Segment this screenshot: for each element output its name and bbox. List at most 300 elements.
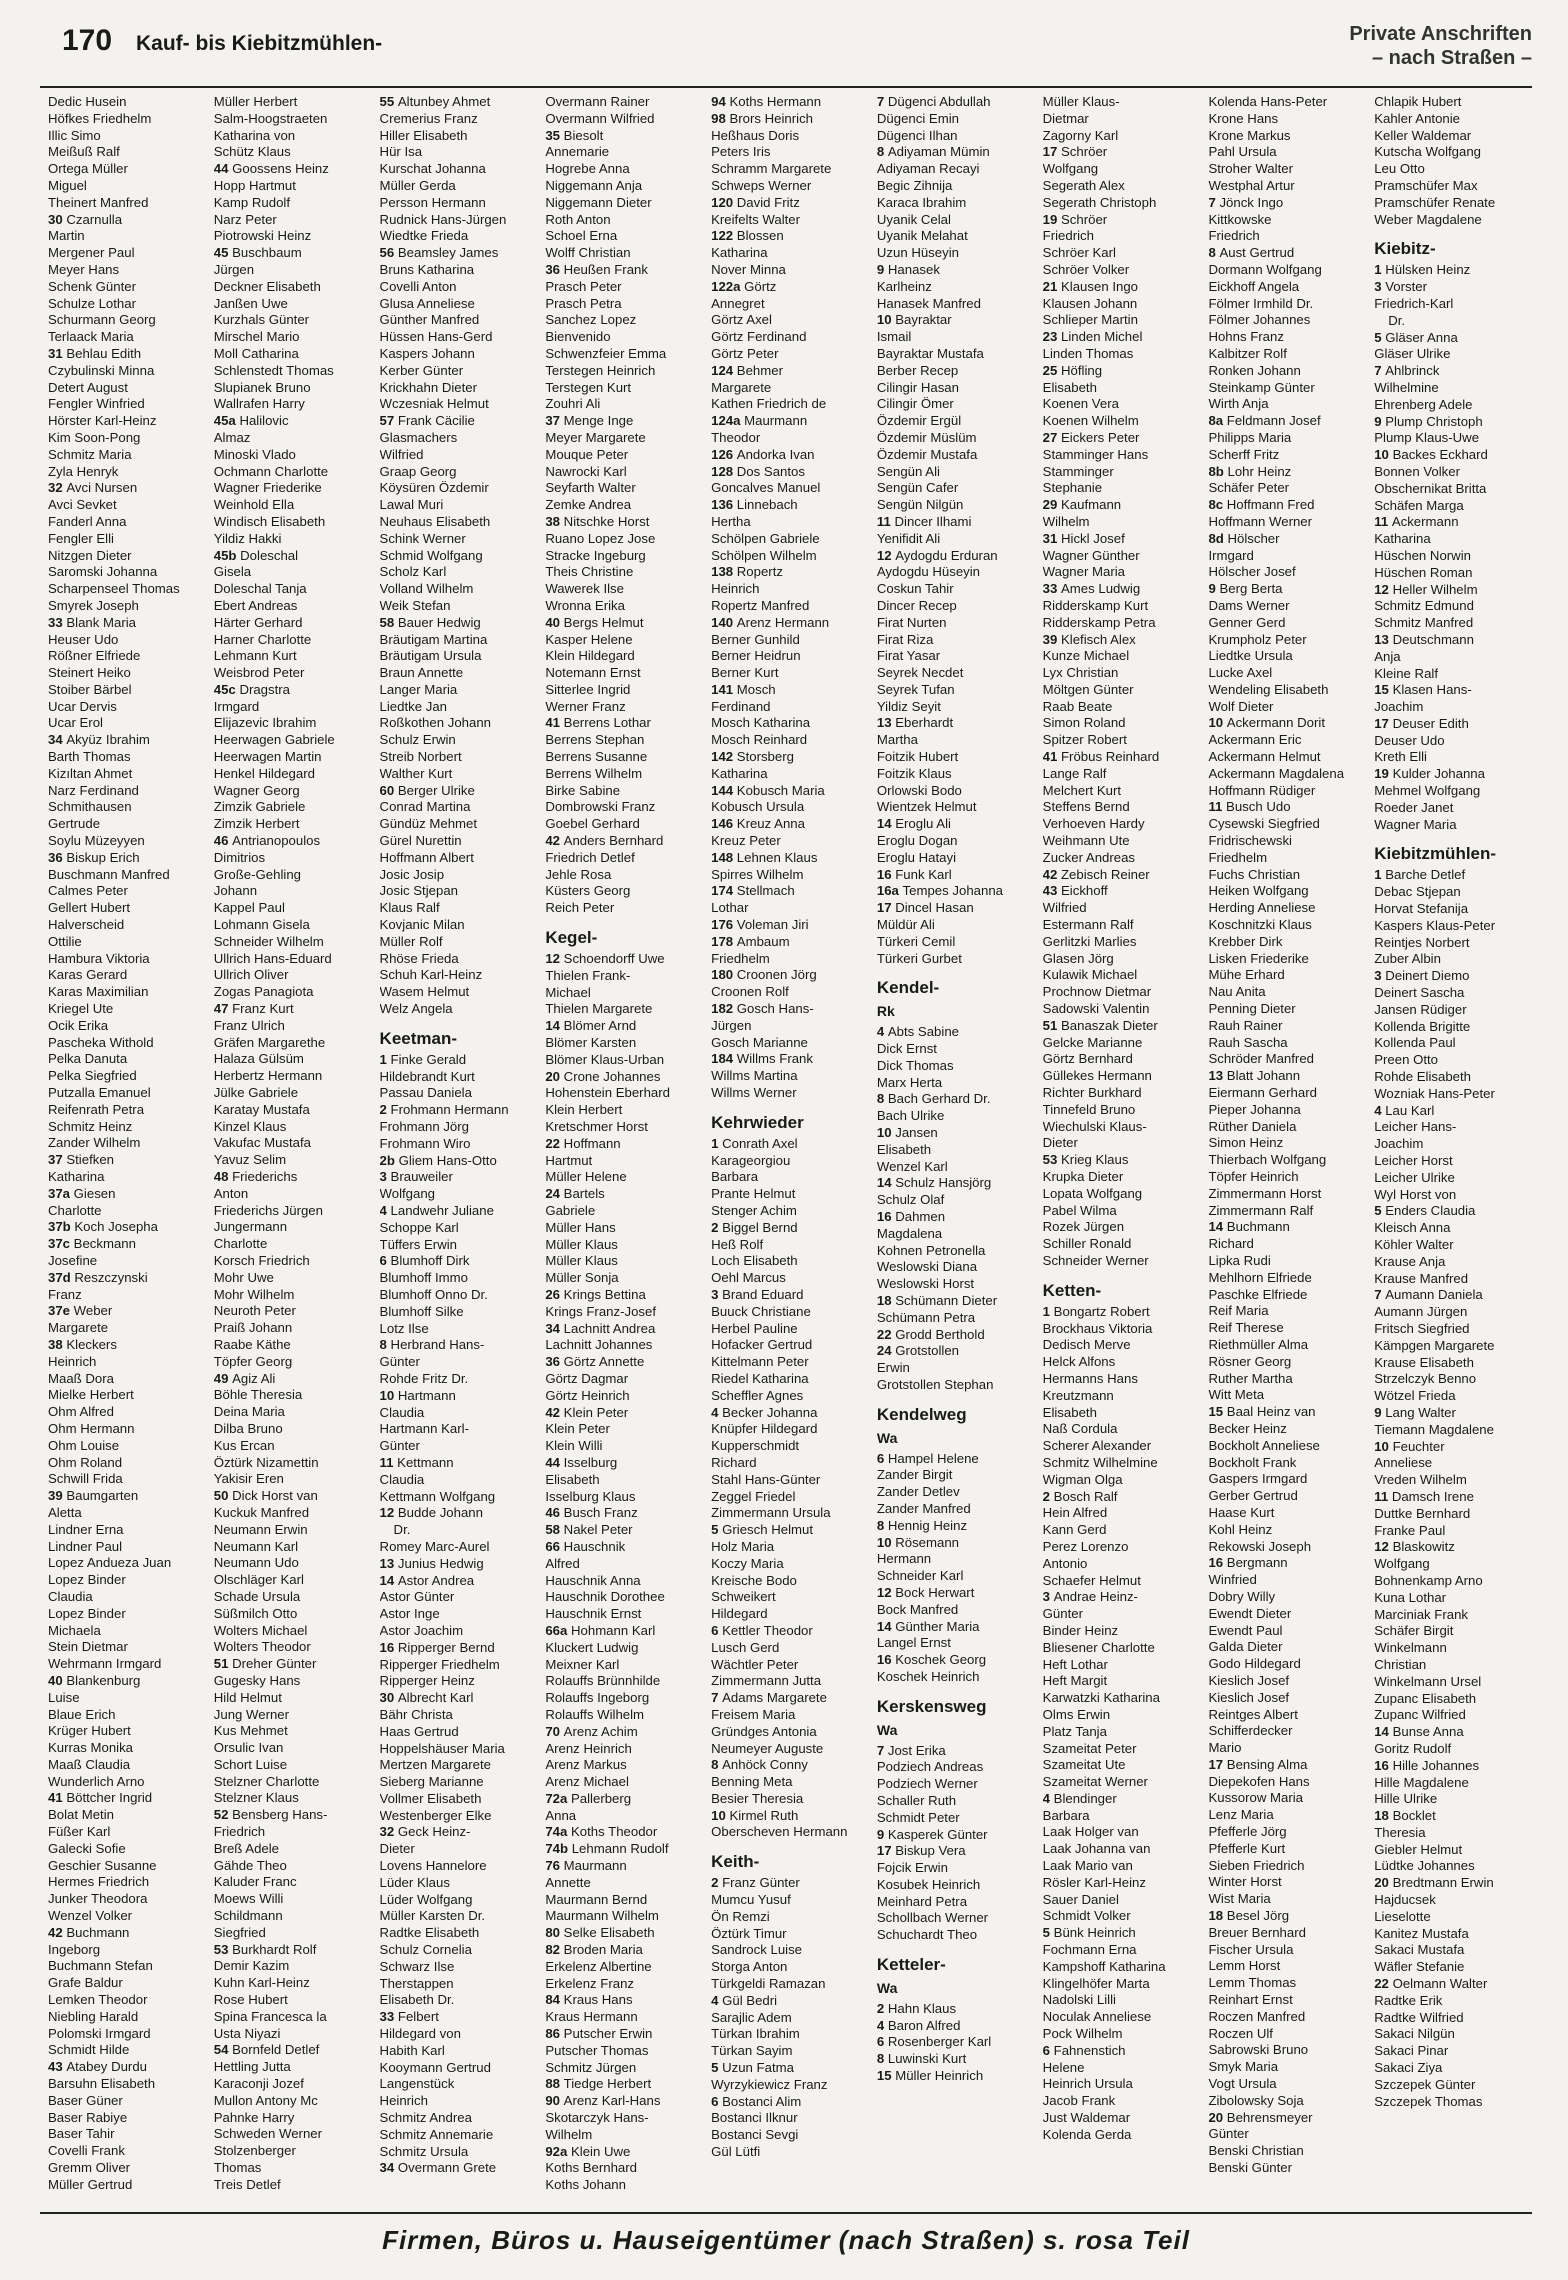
resident-entry: [1374, 783, 1532, 800]
resident-name: Bauer Hedwig: [397, 614, 481, 630]
resident-entry: [545, 598, 703, 615]
house-number: 6: [711, 2093, 723, 2109]
resident-entry: [1043, 615, 1201, 632]
resident-name: Kettmann Wolfgang: [379, 1488, 496, 1504]
resident-entry: [380, 514, 538, 531]
house-number: 4: [1042, 1790, 1054, 1806]
resident-entry: [711, 783, 869, 800]
resident-entry: [1208, 128, 1366, 145]
resident-name: Barbara: [1042, 1807, 1090, 1823]
resident-name: Bach Gerhard Dr.: [887, 1091, 991, 1107]
resident-name: Plump Christoph: [1385, 413, 1483, 429]
resident-name: Wagner Günther: [1042, 547, 1140, 563]
resident-entry: [1043, 632, 1201, 649]
resident-entry: [214, 1589, 372, 1606]
resident-entry: [711, 2060, 869, 2077]
resident-name: Kampshoff Katharina: [1042, 1958, 1166, 1974]
resident-name: Kohl Heinz: [1208, 1521, 1273, 1537]
resident-entry: [1208, 1303, 1366, 1320]
resident-name: Friederichs Jürgen: [213, 1202, 323, 1218]
resident-entry: [1043, 1589, 1201, 1606]
resident-entry: [1374, 1607, 1532, 1624]
resident-name: Cilingir Ömer: [876, 396, 954, 412]
resident-name: Cysewski Siegfried: [1208, 816, 1320, 832]
resident-name: Crone Johannes: [563, 1068, 661, 1084]
resident-name: Rolauffs Brünnhilde: [545, 1673, 661, 1689]
resident-name: Biesolt: [563, 127, 604, 143]
resident-entry: [214, 514, 372, 531]
resident-entry: [1374, 935, 1532, 952]
resident-entry: [545, 111, 703, 128]
resident-name: Braun Annette: [379, 665, 464, 681]
resident-entry: [711, 1337, 869, 1354]
resident-entry: [48, 1270, 206, 1287]
resident-entry: [545, 279, 703, 296]
resident-name: Wächtler Peter: [711, 1656, 799, 1672]
resident-entry: [48, 2177, 206, 2194]
resident-name: Lüder Wolfgang: [379, 1891, 473, 1907]
resident-name: Hülsken Heinz: [1385, 262, 1471, 278]
resident-entry: [1208, 1219, 1366, 1236]
resident-entry: [545, 1539, 703, 1556]
resident-entry: [1043, 1942, 1201, 1959]
resident-entry: [1043, 1959, 1201, 1976]
house-number: 6: [379, 1253, 391, 1269]
resident-name: Knüpfer Hildegard: [711, 1421, 818, 1437]
resident-entry: [48, 665, 206, 682]
house-number: 124: [711, 362, 737, 378]
resident-name: Dimitrios: [213, 849, 266, 865]
resident-entry: [545, 2026, 703, 2043]
house-number: 74a: [545, 1824, 571, 1840]
resident-name: Kämpgen Margarete: [1374, 1337, 1495, 1353]
resident-entry: [545, 1337, 703, 1354]
resident-entry: [380, 2026, 538, 2043]
resident-name: Müller Gertrud: [48, 2176, 133, 2192]
resident-name: Breß Adele: [213, 1840, 280, 1856]
resident-entry: [545, 1707, 703, 1724]
resident-name: Zibolowsky Soja: [1208, 2092, 1304, 2108]
resident-entry: [1374, 1959, 1532, 1976]
resident-name: Weihmann Ute: [1042, 833, 1130, 849]
resident-name: Riedel Katharina: [711, 1370, 809, 1386]
resident-entry: [48, 212, 206, 229]
resident-name: Lange Ralf: [1042, 765, 1107, 781]
resident-entry: [711, 1068, 869, 1085]
resident-name: Hölscher Josef: [1208, 564, 1296, 580]
resident-entry: [711, 1169, 869, 1186]
resident-name: Kalbitzer Rolf: [1208, 345, 1287, 361]
resident-name: Martha: [876, 732, 918, 748]
resident-name: Lopata Wolfgang: [1042, 1185, 1143, 1201]
resident-entry: [711, 1153, 869, 1170]
resident-name: Croonen Jörg: [736, 967, 817, 983]
resident-name: Richter Burkhard: [1042, 1085, 1142, 1101]
resident-name: Kleckers: [66, 1336, 117, 1352]
resident-entry: [877, 850, 1035, 867]
house-number: 8a: [1208, 413, 1227, 429]
resident-name: Barth Thomas: [48, 749, 131, 765]
resident-entry: [1208, 1404, 1366, 1421]
resident-name: Bosch Ralf: [1053, 1488, 1118, 1504]
resident-name: Köysüren Özdemir: [379, 480, 489, 496]
resident-name: Fochmann Erna: [1042, 1942, 1137, 1958]
resident-name: Schmid Wolfgang: [379, 547, 483, 563]
resident-entry: [1374, 346, 1532, 363]
resident-name: Schmitz Edmund: [1374, 598, 1474, 614]
resident-name: Seyfarth Walter: [545, 480, 636, 496]
resident-name: Friedhelm: [711, 950, 770, 966]
resident-name: Reich Peter: [545, 900, 615, 916]
resident-entry: [1374, 1371, 1532, 1388]
resident-entry: [48, 1287, 206, 1304]
house-number: 45b: [213, 547, 241, 563]
resident-name: Schildmann: [213, 1908, 283, 1924]
resident-name: Stein Dietmar: [48, 1639, 128, 1655]
resident-entry: [711, 1556, 869, 1573]
resident-name: Zeggel Friedel: [711, 1488, 796, 1504]
resident-name: Wolfgang: [1042, 161, 1099, 177]
resident-name: Kuna Lothar: [1374, 1589, 1447, 1605]
resident-entry: [380, 1892, 538, 1909]
resident-name: Wolters Theodor: [213, 1639, 311, 1655]
resident-name: Kulawik Michael: [1042, 967, 1138, 983]
resident-entry: [877, 934, 1035, 951]
resident-entry: [711, 1253, 869, 1270]
house-number: 7: [876, 1742, 888, 1758]
resident-name: Roeder Janet: [1374, 799, 1454, 815]
resident-entry: [1374, 1455, 1532, 1472]
resident-entry: [1208, 783, 1366, 800]
resident-entry: [711, 413, 869, 430]
resident-entry: [711, 816, 869, 833]
resident-entry: [545, 1925, 703, 1942]
house-number: 128: [711, 463, 737, 479]
resident-name: Reszczynski: [74, 1269, 148, 1285]
resident-entry: [1374, 884, 1532, 901]
resident-entry: [1208, 1522, 1366, 1539]
resident-entry: [877, 1776, 1035, 1793]
resident-entry: [877, 682, 1035, 699]
resident-name: Köhler Walter: [1374, 1237, 1454, 1252]
resident-name: Oberscheven Hermann: [711, 1824, 848, 1840]
house-number: 14: [379, 1572, 398, 1588]
resident-entry: [380, 1321, 538, 1338]
resident-entry: [1208, 1740, 1366, 1757]
house-number: 40: [545, 614, 564, 630]
resident-name: Raab Beate: [1042, 698, 1113, 714]
resident-name: Böttcher Ingrid: [66, 1790, 153, 1806]
resident-name: Herbrand Hans-: [390, 1337, 485, 1353]
resident-entry: [545, 1892, 703, 1909]
resident-name: Fölmer Irmhild Dr.: [1208, 295, 1314, 311]
resident-entry: [1208, 967, 1366, 984]
resident-name: Grodd Berthold: [895, 1326, 985, 1342]
resident-name: Lohr Heinz: [1227, 463, 1292, 479]
house-number: 2: [711, 1875, 723, 1891]
resident-entry: [1043, 1354, 1201, 1371]
house-number: 47: [213, 1001, 233, 1017]
resident-entry: [214, 1253, 372, 1270]
resident-name: Scherff Fritz: [1208, 446, 1280, 462]
house-number: 9: [1208, 581, 1220, 597]
house-number: 34: [545, 1320, 564, 1336]
resident-entry: [48, 1119, 206, 1136]
resident-entry: [711, 2127, 869, 2144]
resident-name: Olschläger Karl: [213, 1572, 304, 1588]
resident-entry: [1374, 1892, 1532, 1909]
resident-entry: [1374, 1691, 1532, 1708]
resident-entry: [1043, 1623, 1201, 1640]
resident-entry: [1374, 1523, 1532, 1540]
resident-entry: [877, 262, 1035, 279]
resident-name: Vollmer Elisabeth: [379, 1790, 482, 1806]
resident-name: Heinrich: [711, 581, 760, 597]
resident-entry: [380, 1388, 538, 1405]
resident-name: Dreher Günter: [232, 1656, 317, 1672]
resident-entry: [1043, 262, 1201, 279]
resident-entry: [877, 766, 1035, 783]
resident-name: Laak Holger van: [1042, 1824, 1139, 1840]
resident-entry: [1043, 279, 1201, 296]
resident-entry: [711, 564, 869, 581]
resident-entry: [1208, 1287, 1366, 1304]
resident-entry: [1208, 1035, 1366, 1052]
resident-name: Willms Frank: [736, 1051, 813, 1067]
resident-name: Olms Erwin: [1042, 1706, 1111, 1722]
resident-entry: [545, 783, 703, 800]
house-number: 11: [1208, 799, 1227, 815]
resident-entry: [214, 195, 372, 212]
resident-entry: [214, 1690, 372, 1707]
resident-name: Schollbach Werner: [876, 1910, 989, 1926]
resident-name: Müller Klaus: [545, 1236, 618, 1252]
resident-name: Koths Johann: [545, 2177, 626, 2193]
house-number: 31: [48, 345, 67, 361]
resident-entry: [711, 2043, 869, 2060]
resident-name: Meixner Karl: [545, 1656, 620, 1672]
resident-name: Podziech Andreas: [876, 1759, 984, 1775]
resident-entry: [1043, 346, 1201, 363]
resident-name: Piotrowski Heinz: [213, 228, 312, 244]
resident-entry: [1374, 1321, 1532, 1338]
resident-name: Covelli Anton: [379, 278, 457, 294]
resident-entry: [1043, 2093, 1201, 2110]
house-number: 36: [48, 849, 67, 865]
resident-name: Schiller Ronald: [1042, 1236, 1132, 1252]
resident-entry: [877, 111, 1035, 128]
resident-name: Albrecht Karl: [397, 1690, 474, 1706]
resident-entry: [380, 245, 538, 262]
resident-entry: [545, 1489, 703, 1506]
resident-name: Dragstra: [239, 681, 291, 697]
resident-entry: [1374, 111, 1532, 128]
resident-name: Deuser Udo: [1374, 732, 1445, 748]
resident-name: Zimmermann Jutta: [711, 1673, 822, 1689]
resident-entry: [214, 1656, 372, 1673]
house-number: 32: [48, 480, 67, 496]
resident-entry: [711, 1640, 869, 1657]
resident-name: Wilfried: [379, 446, 424, 462]
resident-name: Thielen Frank-: [545, 967, 631, 983]
resident-entry: [380, 2127, 538, 2144]
resident-name: Hanasek Manfred: [876, 295, 981, 311]
resident-entry: [545, 497, 703, 514]
resident-entry: [380, 1724, 538, 1741]
resident-name: Wäfler Stefanie: [1374, 1959, 1465, 1975]
resident-name: Schäfer Peter: [1208, 480, 1290, 496]
resident-entry: [48, 564, 206, 581]
house-number: 36: [545, 1354, 564, 1370]
resident-entry: [711, 531, 869, 548]
resident-name: Birke Sabine: [545, 782, 621, 798]
resident-entry: [1374, 1489, 1532, 1506]
resident-entry: [214, 1270, 372, 1287]
resident-entry: [877, 1518, 1035, 1535]
house-number: 8: [876, 2051, 888, 2067]
house-number: 6: [876, 2034, 888, 2050]
resident-name: Gül Lütfi: [711, 2144, 761, 2160]
resident-name: Radtke Wilfried: [1374, 2009, 1464, 2025]
resident-name: Charlotte: [48, 1202, 102, 1218]
resident-entry: [48, 1253, 206, 1270]
resident-name: Foitzik Hubert: [876, 749, 959, 765]
resident-entry: [545, 2043, 703, 2060]
resident-entry: [214, 2076, 372, 2093]
house-number: 35: [545, 127, 564, 143]
resident-entry: [48, 883, 206, 900]
resident-entry: [1043, 1001, 1201, 1018]
resident-entry: [1374, 397, 1532, 414]
resident-entry: [545, 732, 703, 749]
resident-name: Schlenstedt Thomas: [213, 362, 334, 378]
resident-entry: [877, 480, 1035, 497]
house-number: 30: [48, 211, 67, 227]
resident-entry: [1043, 1102, 1201, 1119]
resident-name: Freisem Maria: [711, 1706, 796, 1722]
resident-entry: [711, 514, 869, 531]
directory-column: [1208, 94, 1366, 2194]
resident-name: Almaz: [213, 429, 251, 445]
resident-name: Pock Wilhelm: [1042, 2026, 1123, 2042]
resident-entry: [1374, 161, 1532, 178]
resident-name: Conrath Axel: [722, 1135, 798, 1151]
resident-name: Aletta: [48, 1504, 82, 1520]
resident-entry: [380, 749, 538, 766]
resident-name: Schölpen Gabriele: [711, 530, 820, 546]
resident-entry: [1043, 161, 1201, 178]
resident-name: Hoffmann Rüdiger: [1208, 782, 1316, 798]
resident-name: Kathen Friedrich de: [711, 396, 827, 412]
resident-entry: [1043, 1304, 1201, 1321]
resident-entry: [48, 1707, 206, 1724]
resident-name: Günter: [379, 1354, 420, 1370]
resident-name: Scheffler Agnes: [711, 1387, 804, 1403]
resident-entry: [1208, 1975, 1366, 1992]
resident-entry: [877, 1860, 1035, 1877]
resident-entry: [1208, 514, 1366, 531]
resident-entry: [1208, 1606, 1366, 1623]
resident-name: Heinrich: [379, 2093, 428, 2109]
house-number: 5: [711, 2060, 723, 2076]
resident-name: Schröer: [1061, 211, 1108, 227]
resident-entry: [877, 1585, 1035, 1602]
resident-entry: [380, 1623, 538, 1640]
resident-name: Avci Sevket: [48, 497, 117, 513]
resident-entry: [380, 2043, 538, 2060]
resident-name: Mirschel Mario: [213, 329, 300, 345]
resident-entry: [545, 1169, 703, 1186]
resident-name: Ohm Alfred: [48, 1404, 114, 1420]
resident-entry: [545, 2076, 703, 2093]
resident-entry: [877, 195, 1035, 212]
resident-name: Elijazevic Ibrahim: [213, 715, 317, 731]
house-number: 70: [545, 1723, 564, 1739]
resident-entry: [711, 883, 869, 900]
directory-column: [877, 94, 1035, 2194]
resident-entry: [48, 2093, 206, 2110]
resident-entry: [877, 1075, 1035, 1092]
resident-name: Kieslich Josef: [1208, 1672, 1290, 1688]
resident-name: Bockholt Anneliese: [1208, 1437, 1320, 1453]
resident-name: Rösemann: [895, 1534, 959, 1550]
resident-entry: [877, 464, 1035, 481]
resident-entry: [711, 2026, 869, 2043]
resident-name: Herding Anneliese: [1208, 900, 1316, 916]
resident-entry: [48, 94, 206, 111]
resident-name: Blömer Karsten: [545, 1035, 637, 1051]
resident-entry: [1043, 1421, 1201, 1438]
resident-name: Mumcu Yusuf: [711, 1892, 791, 1908]
resident-name: Hille Johannes: [1392, 1757, 1480, 1773]
resident-name: Maurmann: [563, 1858, 627, 1874]
resident-entry: [214, 1740, 372, 1757]
resident-name: Gellert Hubert: [48, 900, 131, 916]
resident-name: Mohr Uwe: [213, 1269, 274, 1285]
resident-name: Maurmann Wilhelm: [545, 1908, 659, 1924]
resident-entry: [380, 94, 538, 111]
resident-entry: [1374, 1993, 1532, 2010]
resident-name: Schade Ursula: [213, 1588, 301, 1604]
resident-name: Wirth Anja: [1208, 396, 1269, 412]
resident-entry: [48, 1522, 206, 1539]
resident-name: Demir Kazim: [213, 1958, 290, 1974]
resident-entry: [380, 497, 538, 514]
resident-entry: [1043, 1505, 1201, 1522]
resident-entry: [1374, 1573, 1532, 1590]
resident-entry: [545, 178, 703, 195]
resident-entry: [48, 1925, 206, 1942]
resident-entry: [214, 2042, 372, 2059]
resident-entry: [214, 632, 372, 649]
resident-name: Theinert Manfred: [48, 194, 149, 210]
resident-name: Hille Magdalene: [1374, 1774, 1469, 1790]
resident-entry: [48, 1068, 206, 1085]
resident-name: Andorka Ivan: [736, 446, 815, 462]
resident-entry: [48, 1807, 206, 1824]
resident-name: Schneider Karl: [876, 1568, 964, 1584]
house-number: 33: [379, 2009, 398, 2025]
resident-entry: [214, 1236, 372, 1253]
resident-entry: [1208, 396, 1366, 413]
resident-name: Dedisch Merve: [1042, 1337, 1131, 1353]
resident-entry: [214, 564, 372, 581]
house-number: 4: [711, 1404, 723, 1420]
resident-name: Blömer Arnd: [563, 1018, 637, 1034]
resident-entry: [380, 548, 538, 565]
resident-entry: [214, 1152, 372, 1169]
resident-entry: [1374, 1808, 1532, 1825]
